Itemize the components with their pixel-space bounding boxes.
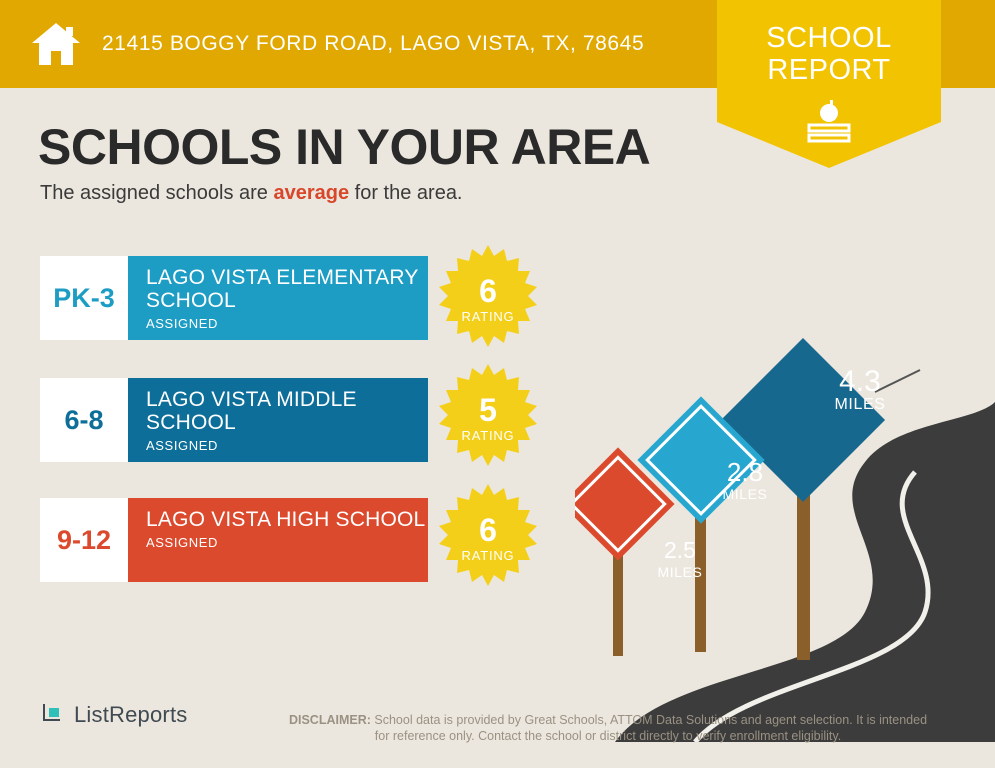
rating-text	[432, 362, 544, 474]
school-status: ASSIGNED	[146, 316, 218, 331]
grade-range-label: PK-3	[53, 282, 115, 313]
grade-range-label: 9-12	[56, 524, 112, 555]
subtitle-before: The assigned schools are	[40, 182, 274, 204]
school-info	[128, 378, 428, 462]
distance-unit: MILES	[722, 486, 768, 502]
rating-value: 5	[479, 391, 497, 428]
rating-label: RATING	[461, 547, 515, 563]
grade-range	[40, 256, 128, 340]
school-name: LAGO VISTA MIDDLE SCHOOL	[146, 388, 357, 434]
rating-text	[432, 482, 544, 594]
distance-value: 4.3	[839, 365, 881, 398]
distance-value: 2.5	[664, 537, 696, 563]
property-address: 21415 BOGGY FORD ROAD, LAGO VISTA, TX, 78645	[102, 32, 645, 55]
school-report-banner	[709, 0, 949, 168]
distance-unit: MILES	[834, 396, 886, 413]
rating-badge	[432, 482, 544, 594]
rating-badge	[432, 243, 544, 355]
school-row	[40, 378, 428, 462]
rating-label: RATING	[461, 308, 515, 324]
rating-badge	[432, 362, 544, 474]
disclaimer-label: DISCLAIMER:	[288, 713, 371, 727]
school-row	[40, 498, 428, 582]
rating-value: 6	[479, 272, 497, 309]
school-status: ASSIGNED	[146, 438, 218, 453]
page-title: SCHOOLS IN YOUR AREA	[38, 119, 651, 175]
brand-name: ListReports	[74, 701, 188, 727]
school-info	[128, 498, 428, 582]
banner-title-line2: REPORT	[767, 54, 891, 86]
road-illustration	[575, 312, 995, 742]
rating-text	[432, 243, 544, 355]
subtitle-after: for the area.	[349, 182, 463, 204]
distance-sign-label	[632, 536, 728, 580]
grade-range-label: 6-8	[64, 404, 104, 435]
disclaimer-text: School data is provided by Great Schools, ATTOM Data Solutions and agent selection. It is intended for reference only. Contact the school or district directly to verify enrollment eligibility.	[370, 713, 928, 743]
listreports-logo-icon	[40, 699, 66, 730]
page-subtitle	[40, 182, 463, 205]
grade-range	[40, 378, 128, 462]
school-name: LAGO VISTA HIGH SCHOOL	[146, 508, 426, 531]
distance-value: 2.8	[726, 457, 764, 487]
distance-sign-label	[802, 365, 918, 414]
rating-label: RATING	[461, 427, 515, 443]
subtitle-highlight: average	[273, 182, 350, 204]
banner-title	[709, 22, 949, 86]
brand-logo	[40, 699, 187, 730]
school-status: ASSIGNED	[146, 535, 218, 550]
rating-value: 6	[479, 511, 497, 548]
apple-on-books-icon	[709, 100, 949, 149]
home-icon	[30, 21, 82, 67]
grade-range	[40, 498, 128, 582]
school-row	[40, 256, 428, 340]
distance-unit: MILES	[657, 564, 703, 580]
disclaimer	[288, 712, 928, 744]
distance-sign-label	[697, 458, 793, 502]
banner-title-line1: SCHOOL	[766, 22, 892, 54]
school-info	[128, 256, 428, 340]
school-name: LAGO VISTA ELEMENTARY SCHOOL	[146, 266, 419, 312]
